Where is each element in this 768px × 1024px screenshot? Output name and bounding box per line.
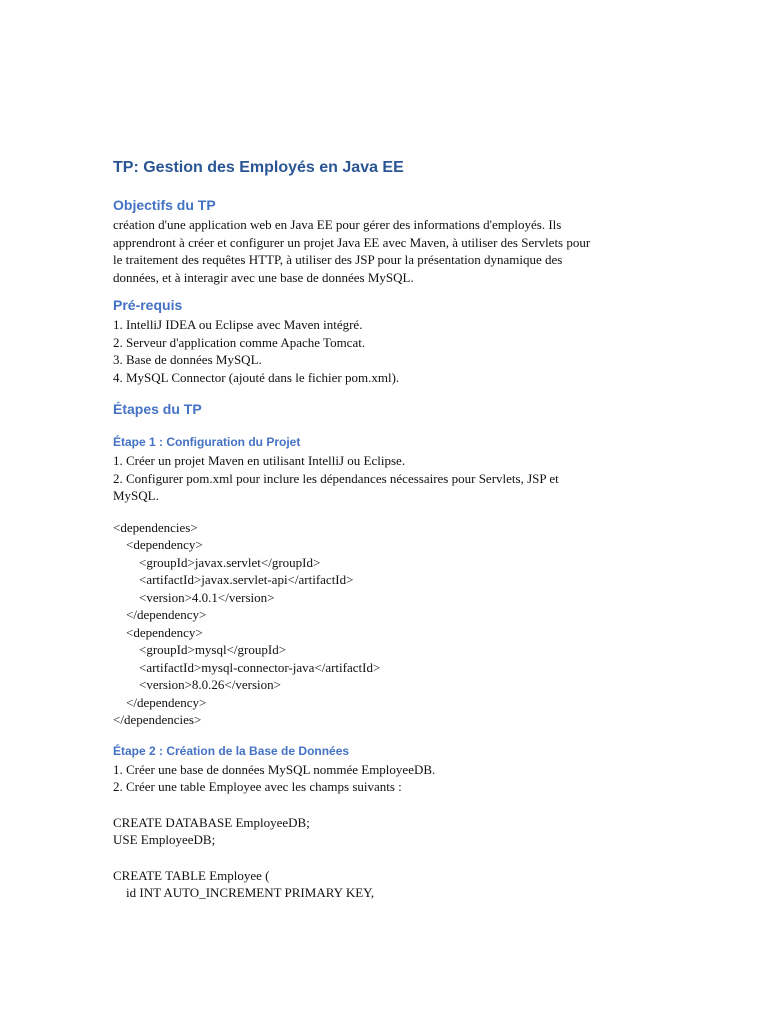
list-item: 1. Créer un projet Maven en utilisant IntelliJ ou Eclipse.	[113, 453, 406, 468]
code-line: <groupId>mysql</groupId>	[113, 642, 287, 657]
code-line: <dependencies>	[113, 519, 198, 535]
objectives-line: le traitement des requêtes HTTP, à utiliser des JSP pour la présentation dynamique des	[113, 252, 563, 267]
code-line: <version>4.0.1</version>	[113, 589, 275, 605]
list-item: 2. Serveur d'application comme Apache Tomcat.	[113, 334, 366, 350]
list-item: 3. Base de données MySQL.	[113, 352, 262, 367]
step1-heading: Étape 1 : Configuration du Projet	[113, 435, 301, 449]
objectives-heading: Objectifs du TP	[113, 197, 216, 213]
document-page	[113, 158, 653, 902]
steps-heading: Étapes du TP	[113, 401, 202, 417]
list-item: 1. Créer une base de données MySQL nommée EmployeeDB.	[113, 761, 436, 777]
code-line: <version>8.0.26</version>	[113, 677, 281, 692]
code-line: USE EmployeeDB;	[113, 832, 216, 847]
code-line: CREATE DATABASE EmployeeDB;	[113, 814, 310, 830]
objectives-line: création d'une application web en Java EE pour gérer des informations d'employés. Ils	[113, 217, 562, 232]
code-line: <artifactId>mysql-connector-java</artifactId>	[113, 659, 381, 675]
code-line: </dependencies>	[113, 712, 202, 727]
code-line: id INT AUTO_INCREMENT PRIMARY KEY,	[113, 885, 375, 900]
code-line: </dependency>	[113, 694, 207, 710]
prerequisites-heading: Pré-requis	[113, 297, 183, 313]
step2-list	[113, 761, 653, 796]
list-item: 1. IntelliJ IDEA ou Eclipse avec Maven intégré.	[113, 317, 363, 332]
code-line: <artifactId>javax.servlet-api</artifactId>	[113, 572, 354, 587]
list-item: 4. MySQL Connector (ajouté dans le fichier pom.xml).	[113, 369, 400, 385]
code-line: CREATE TABLE Employee (	[113, 867, 270, 883]
objectives-line: apprendront à créer et configurer un projet Java EE avec Maven, à utiliser des Servlets pour	[113, 234, 591, 250]
sql-table-code-block	[113, 867, 653, 902]
objectives-paragraph	[113, 216, 653, 286]
code-line: </dependency>	[113, 607, 207, 622]
code-line: <dependency>	[113, 537, 203, 552]
code-line: <groupId>javax.servlet</groupId>	[113, 554, 321, 570]
document-title: TP: Gestion des Employés en Java EE	[113, 159, 404, 176]
prerequisites-list	[113, 316, 653, 386]
step1-list	[113, 452, 653, 505]
objectives-line: données, et à interagir avec une base de données MySQL.	[113, 269, 414, 285]
list-item: 2. Créer une table Employee avec les champs suivants :	[113, 779, 402, 794]
sql-database-code-block	[113, 814, 653, 849]
list-item: 2. Configurer pom.xml pour inclure les dépendances nécessaires pour Servlets, JSP et	[113, 470, 559, 486]
list-item: MySQL.	[113, 488, 159, 503]
pom-xml-code-block	[113, 519, 653, 729]
step2-heading: Étape 2 : Création de la Base de Données	[113, 743, 350, 758]
code-line: <dependency>	[113, 624, 203, 640]
